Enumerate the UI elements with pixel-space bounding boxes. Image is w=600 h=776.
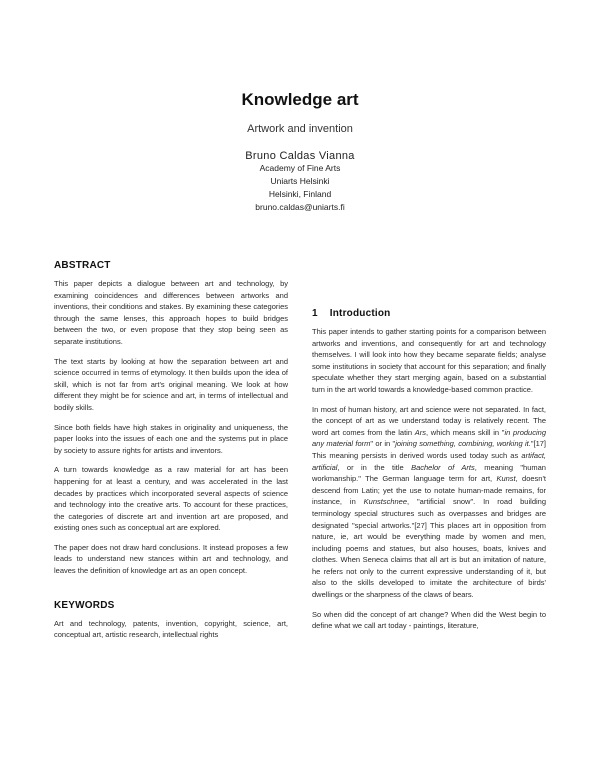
intro-paragraph: So when did the concept of art change? When did the West begin to define what we call art today - paintings, literature, xyxy=(312,609,546,631)
text-run: , meaning "human workmanship." The German language term for art, xyxy=(312,462,546,484)
keywords-text: Art and technology, patents, invention, copyright, science, art, conceptual art, artistic research, intellectual rights xyxy=(54,618,288,640)
intro-paragraph xyxy=(312,404,546,601)
abstract-paragraph: The text starts by looking at how the separation between art and science occurred in terms of etymology. It then builds upon the idea of skill, which is not far from art's original meaning. We look at how different they might be for science and art, in terms of intellectual and bodily skills. xyxy=(54,356,288,412)
abstract-paragraph: The paper does not draw hard conclusions. It instead proposes a few leads to understand new stances within art and technology, and leaves the definition of knowledge art as an open concept. xyxy=(54,542,288,576)
italic-term: Kunst xyxy=(496,474,516,484)
abstract-heading: ABSTRACT xyxy=(54,260,111,271)
italic-term: Bachelor of Arts xyxy=(411,462,475,472)
section-number: 1 xyxy=(312,308,318,319)
italic-quote: joining something, combining, working it. xyxy=(395,439,531,449)
text-run: " or in " xyxy=(370,439,396,449)
italic-term: artifact, artificial xyxy=(312,450,546,472)
paper-subtitle: Artwork and invention xyxy=(247,123,353,135)
italic-term: Kunstschnee xyxy=(363,497,408,507)
abstract-paragraph: Since both fields have high stakes in originality and uniqueness, the paper looks into the issues of each one and the systems put in place by society to assure rights for artists and inventors. xyxy=(54,422,288,455)
paper-header xyxy=(0,90,600,214)
text-run: In most of human history, art and science were not separated. In fact, the concept of art as we understand today is relatively recent. The word art comes from the latin xyxy=(312,404,546,437)
abstract-paragraph: This paper depicts a dialogue between art and technology, by examining coincidences and differences between artworks and inventions, their conditions and stakes. By examining these categories through the same lenses, this approach hopes to build bridges between the two, or even propose that they stop being seen as separate institutions. xyxy=(54,279,288,346)
section-title: Introduction xyxy=(329,308,391,319)
text-run: , or in the title xyxy=(337,462,412,472)
intro-paragraph: This paper intends to gather starting points for a comparison between artworks and inventions, and consequently for art and technology themselves. I will look into how they became separate fields; analyse some institutions in society that account for this separation; and finally speculate whether they start merging again, based on a substantial turn in the art world towards a knowledge-based common practice. xyxy=(312,327,546,394)
affiliation-line: Academy of Fine Arts xyxy=(259,163,341,173)
affiliation-line: Helsinki, Finland xyxy=(268,189,332,199)
abstract-paragraph: A turn towards knowledge as a raw material for art has been happening for at least a century, and was accelerated in the last decades by practices which incorporated several aspects of science and technology into the creative arts. To account for these practices, the categories of discrete art and invention art are proposed, and existing ones such as conceptual art are explored. xyxy=(54,465,288,533)
affiliation-line: Uniarts Helsinki xyxy=(270,176,330,186)
text-run: , "artificial snow". In road building terminology special structures such as overpasses and bridges are designated "special artworks."[27] This places art in opposition from nature, ie, art would be everything made by women and men, including poems and statues, but also houses, boats, knives and clothes. When Seneca claims that all art is but an imitation of nature, he refers not only to the current expressive understanding of it, but also to the skills developed to imitate the architecture of birds' dwellings or the sharpness of the claws of bears. xyxy=(312,497,546,600)
left-column xyxy=(54,260,288,649)
paper-title: Knowledge art xyxy=(241,90,359,109)
right-column xyxy=(312,308,546,640)
text-run: "[17] This meaning persists in derived words used today such as xyxy=(312,439,547,460)
keywords-heading: KEYWORDS xyxy=(54,599,115,611)
author-email: bruno.caldas@uniarts.fi xyxy=(255,202,345,212)
italic-term: Ars xyxy=(414,427,426,437)
text-run: , doesn't descend from Latin; yet the use to notate human-made remains, for instance, in xyxy=(312,474,546,507)
section-heading xyxy=(312,308,546,319)
italic-quote: in producing any material form xyxy=(312,427,546,449)
text-run: , which means skill in " xyxy=(425,427,505,437)
author-name: Bruno Caldas Vianna xyxy=(245,150,355,162)
